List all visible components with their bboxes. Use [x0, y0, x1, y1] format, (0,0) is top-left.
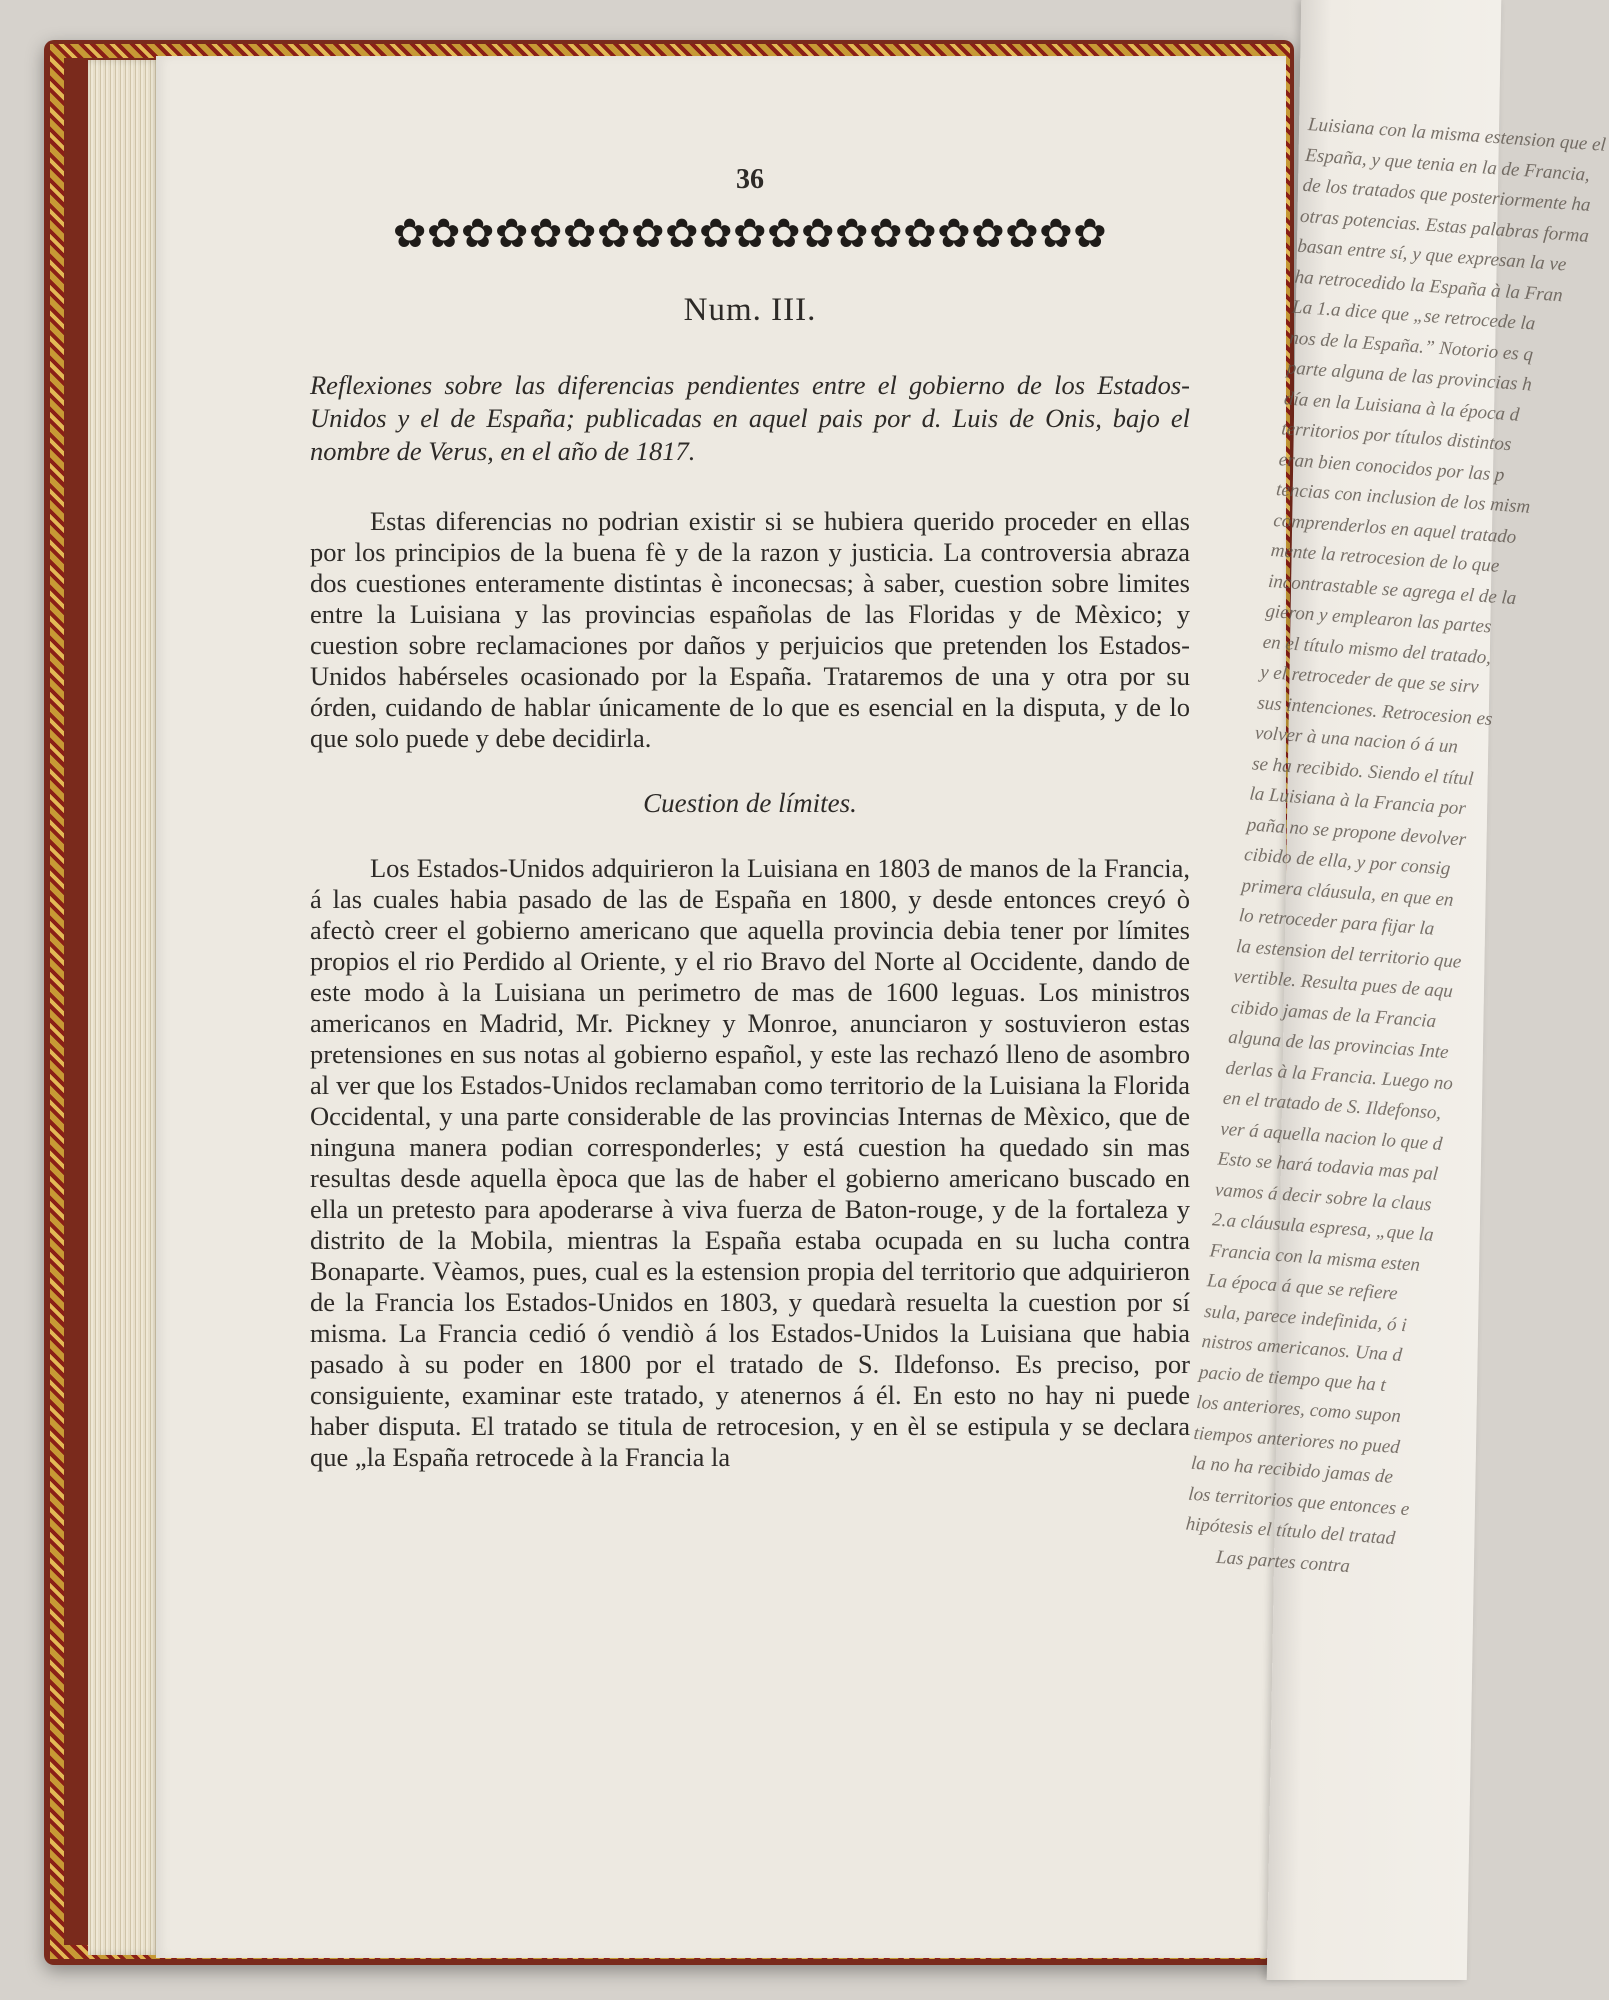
facing-page-text: Luisiana con la misma estension que el España, y que tenia en la de Francia, de los tratados que posteriormente ha otras potencias. Estas palabras forma basan entre sí, y que expresan la ve ha retrocedido la España à la Fran La 1.a dice que „se retrocede la nos de la España.” Notorio es q parte alguna de las provincias h día en la Luisiana à la época d territorios por títulos distintos eran bien conocidos por las p tencias con inclusion de los mism comprenderlos en aquel tratado mente la retrocesion de lo que incontrastable se agrega el de la gieron y emplearon las partes en el título mismo del tratado, y el retroceder de que se sirv sus intenciones. Retrocesion es volver à una nacion ó á un se ha recibido. Siendo el títul la Luisiana à la Francia por paña no se propone devolver cibido de ella, y por consig primera cláusula, en que en lo retroceder para fijar la la estension del territorio que vertible. Resulta pues de aqu cibido jamas de la Francia alguna de las provincias Inte derlas à la Francia. Luego no en el tratado de S. Ildefonso, ver á aquella nacion lo que d Esto se hará todavia mas pal vamos á decir sobre la claus 2.a cláusula espresa, „que la Francia con la misma esten La época á que se refiere sula, parece indefinida, ó i nistros americanos. Una d pacio de tiempo que ha t los anteriores, como supon tiempos anteriores no pued la no ha recibido jamas de los territorios que entonces e hipótesis el título del tratad Las partes contra	[1182, 113, 1607, 1577]
section-paragraph: Los Estados-Unidos adquirieron la Luisiana en 1803 de manos de la Francia, á las cuales habia pasado de las de España en 1800, y desde entonces creyó ò afectò creer el gobierno americano que aquella provincia debia tener por límites propios el rio Perdido al Oriente, y el rio Bravo del Norte al Occidente, dando de este modo à la Luisiana un perimetro de mas de 1600 leguas. Los ministros americanos en Madrid, Mr. Pickney y Monroe, anunciaron y sostuvieron estas pretensiones en sus notas al gobierno español, y este las rechazó lleno de asombro al ver que los Estados-Unidos reclamaban como territorio de la Luisiana la Florida Occidental, y una parte considerable de las provincias Internas de Mèxico, que de ninguna manera podian corresponderles; y está cuestion ha quedado sin mas resultas desde aquella època que las de haber el gobierno americano buscado en ella un pretesto para apoderarse à viva fuerza de Baton-rouge, y de la fortaleza y distrito de la Mobila, mientras la España estaba ocupada en su lucha contra Bonaparte. Vèamos, pues, cual es la estension propia del territorio que adquirieron de la Francia los Estados-Unidos en 1803, y quedarà resuelta la cuestion por sí misma. La Francia cedió ó vendiò á los Estados-Unidos la Luisiana que habia pasado à su poder en 1800 por el tratado de S. Ildefonso. Es preciso, por consiguiente, examinar este tratado, y atenernos á él. En esto no hay ni puede haber disputa. El tratado se titula de retrocesion, y en èl se estipula y se declara que „la España retrocede à la Francia la	[310, 853, 1190, 1472]
section-title: Cuestion de límites.	[643, 788, 857, 818]
intro-paragraph: Estas diferencias no podrian existir si se hubiera querido proceder en ellas por los principios de la buena fè y de la razon y justicia. La controversia abraza dos cuestiones enteramente distintas è inconecsas; à saber, cuestion sobre limites entre la Luisiana y las provincias españolas de las Floridas y de Mèxico; y cuestion sobre reclamaciones por daños y perjuicios que pretenden los Estados-Unidos habérseles ocasionado por la España. Trataremos de una y otra por su órden, cuidando de hablar únicamente de lo que es esencial en la disputa, y de lo que solo puede y debe decidirla.	[310, 506, 1190, 753]
page-content	[310, 150, 1190, 1473]
document-heading: Num. III.	[683, 292, 817, 328]
ornament-band: ✿✿✿✿✿✿✿✿✿✿✿✿✿✿✿✿✿✿✿✿✿	[392, 211, 1108, 256]
facing-page	[1182, 0, 1607, 1980]
page-number: 36	[736, 164, 764, 195]
document-title: Reflexiones sobre las diferencias pendientes entre el gobierno de los Estados-Unidos y el de España; publicadas en aquel pais por d. Luis de Onis, bajo el nombre de Verus, en el año de 1817.	[310, 370, 1190, 466]
page-edges	[88, 60, 160, 1955]
